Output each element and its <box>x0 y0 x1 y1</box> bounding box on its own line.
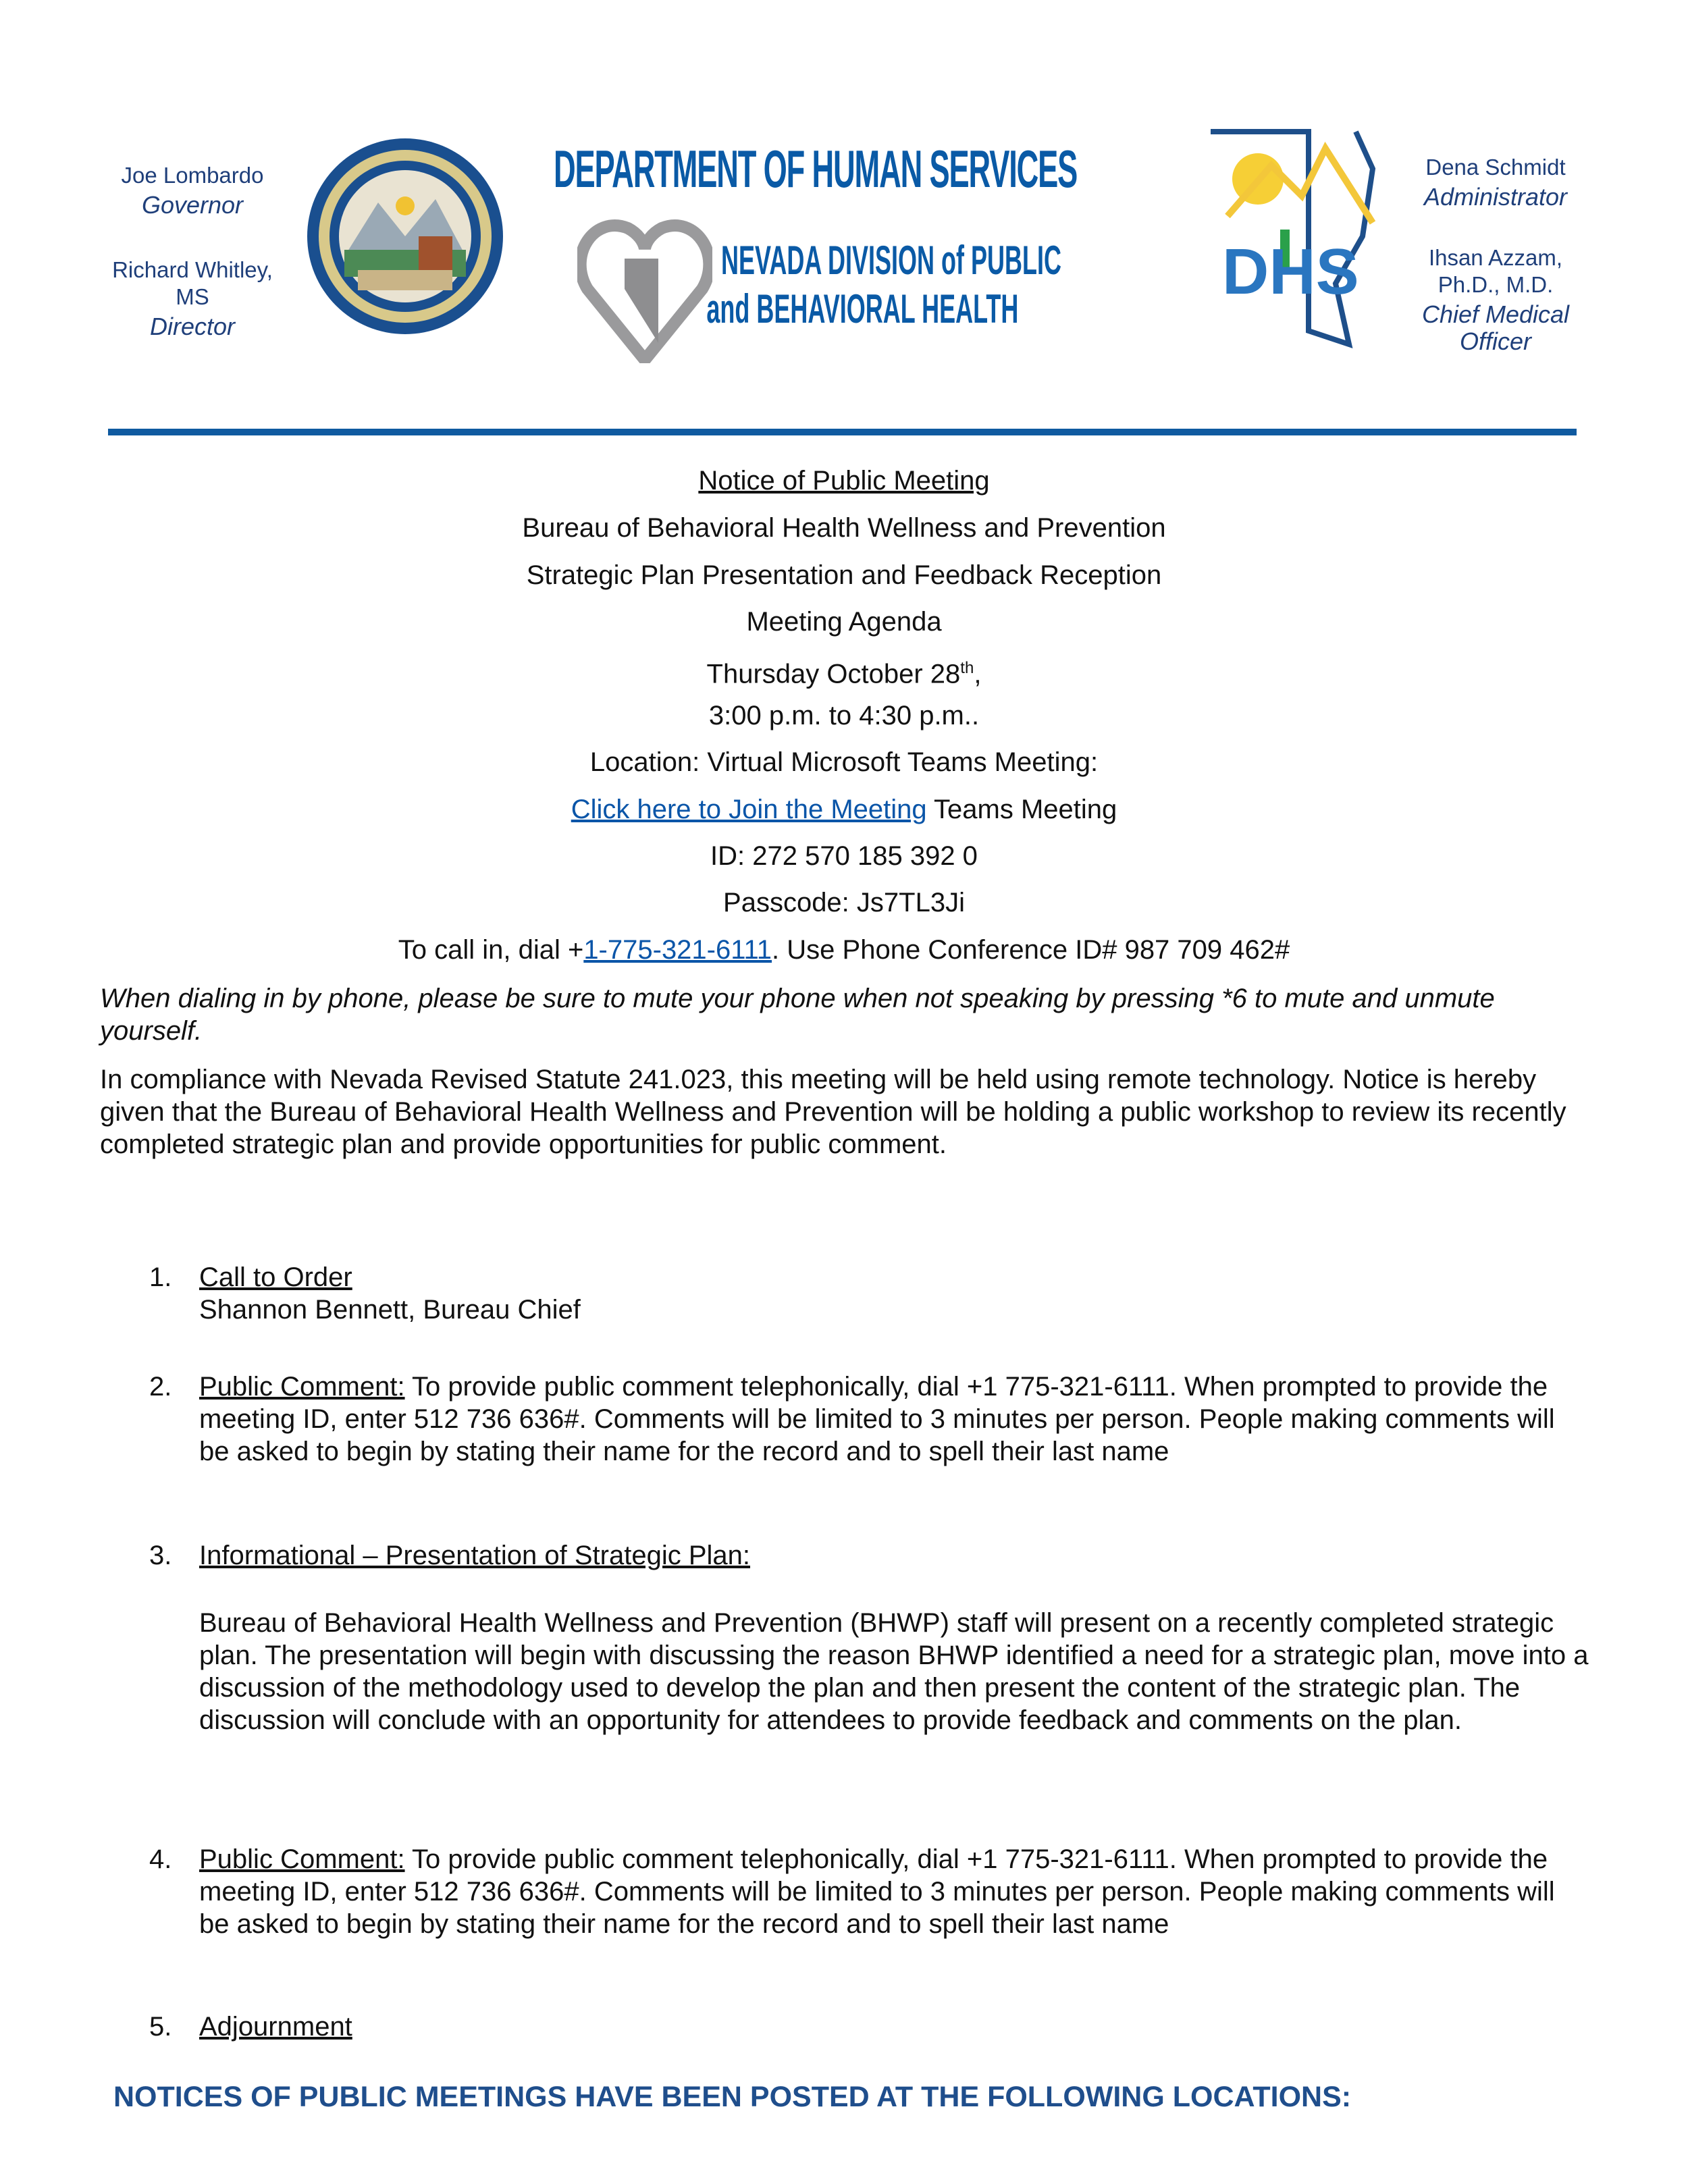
header-divider <box>108 429 1577 435</box>
bureau-name: Bureau of Behavioral Health Wellness and Prevention <box>522 513 1166 543</box>
administrator-name: Dena Schmidt <box>1425 155 1566 180</box>
item-number: 1. <box>149 1262 172 1292</box>
call-prefix: To call in, dial + <box>398 935 584 965</box>
dhs-logo-text: DHS <box>1222 236 1359 308</box>
governor-title: Governor <box>141 191 244 219</box>
agenda-item-presentation <box>199 1539 1590 1736</box>
governor-name: Joe Lombardo <box>121 163 264 188</box>
agenda-item-public-comment-2 <box>199 1843 1590 1940</box>
item-heading: Informational – Presentation of Strategic Plan: <box>199 1541 751 1570</box>
meeting-passcode: Passcode: Js7TL3Ji <box>723 888 965 917</box>
item-number: 4. <box>149 1844 172 1874</box>
director-name: Richard Whitley, MS <box>112 257 273 309</box>
division-name <box>706 236 1062 334</box>
director-block <box>95 257 290 340</box>
agenda-item-public-comment <box>199 1370 1590 1468</box>
item-heading: Public Comment: <box>199 1844 405 1874</box>
date-comma: , <box>974 659 982 689</box>
agenda-heading: Meeting Agenda <box>746 607 942 637</box>
item-detail: Shannon Bennett, Bureau Chief <box>199 1295 581 1325</box>
meeting-id: ID: 272 570 185 392 0 <box>710 841 978 871</box>
item-text: To provide public comment telephonically, dial +1 775-321-6111. When prompted to provide the meeting ID, enter 512 736 636#. Comments will be limited to 3 minutes per person. People making comments will be asked to begin by stating their name for the record and to spell their last name <box>199 1844 1555 1939</box>
join-line <box>0 793 1688 826</box>
cmo-name: Ihsan Azzam, Ph.D., M.D. <box>1428 245 1563 297</box>
notice-title: Notice of Public Meeting <box>698 466 990 496</box>
join-suffix: Teams Meeting <box>926 795 1117 824</box>
item-number: 5. <box>149 2012 172 2042</box>
director-title: Director <box>149 313 236 340</box>
item-number: 3. <box>149 1541 172 1570</box>
meeting-subject: Strategic Plan Presentation and Feedback Reception <box>526 560 1162 590</box>
join-meeting-link[interactable]: Click here to Join the Meeting <box>571 795 927 824</box>
agenda-item-call-to-order <box>199 1261 1590 1326</box>
cmo-block <box>1398 244 1593 355</box>
administrator-title: Administrator <box>1423 183 1568 211</box>
posting-locations-heading: NOTICES OF PUBLIC MEETINGS HAVE BEEN POSTED AT THE FOLLOWING LOCATIONS: <box>113 2081 1352 2113</box>
meeting-time: 3:00 p.m. to 4:30 p.m.. <box>708 701 980 730</box>
phone-link[interactable]: 1-775-321-6111 <box>583 935 772 965</box>
division-line-2: and BEHAVIORAL HEALTH <box>706 286 1019 331</box>
heart-nevada-logo <box>577 215 712 363</box>
department-title: DEPARTMENT OF HUMAN SERVICES <box>554 139 1078 198</box>
cmo-title: Chief Medical Officer <box>1421 300 1570 355</box>
call-in-line <box>0 934 1688 966</box>
nevada-state-seal <box>304 135 506 338</box>
date-text: Thursday October 28 <box>706 659 961 689</box>
division-line-1: NEVADA DIVISION of PUBLIC <box>721 238 1062 283</box>
item-heading: Adjournment <box>199 2012 352 2042</box>
date-suffix-sup: th <box>960 659 974 677</box>
agenda-item-adjournment <box>199 2010 1590 2043</box>
mute-note: When dialing in by phone, please be sure to mute your phone when not speaking by pressing *6 to mute and unmute yourself. <box>100 984 1495 1046</box>
dhs-logo <box>1207 128 1376 358</box>
administrator-block <box>1398 154 1593 211</box>
item-heading: Public Comment: <box>199 1372 405 1402</box>
item-number: 2. <box>149 1372 172 1402</box>
governor-block <box>95 162 290 219</box>
item-heading: Call to Order <box>199 1262 352 1292</box>
item-detail: Bureau of Behavioral Health Wellness and Prevention (BHWP) staff will present on a recently completed strategic plan. The presentation will begin with discussing the reason BHWP identified a need for a strategic plan, move into a discussion of the methodology used to develop the plan and then present the content of the strategic plan. The discussion will conclude with an opportunity for attendees to provide feedback and comments on the plan. <box>199 1608 1589 1735</box>
call-suffix: . Use Phone Conference ID# 987 709 462# <box>772 935 1290 965</box>
meeting-date <box>0 652 1688 690</box>
meeting-location: Location: Virtual Microsoft Teams Meeting: <box>589 747 1099 777</box>
compliance-paragraph: In compliance with Nevada Revised Statute 241.023, this meeting will be held using remote technology. Notice is hereby given that the Bureau of Behavioral Health Wellness and Prevention will be holding a public workshop to review its recently completed strategic plan and provide opportunities for public comment. <box>100 1065 1566 1159</box>
item-text: To provide public comment telephonically, dial +1 775-321-6111. When prompted to provide the meeting ID, enter 512 736 636#. Comments will be limited to 3 minutes per person. People making comments will be asked to begin by stating their name for the record and to spell their last name <box>199 1372 1555 1466</box>
